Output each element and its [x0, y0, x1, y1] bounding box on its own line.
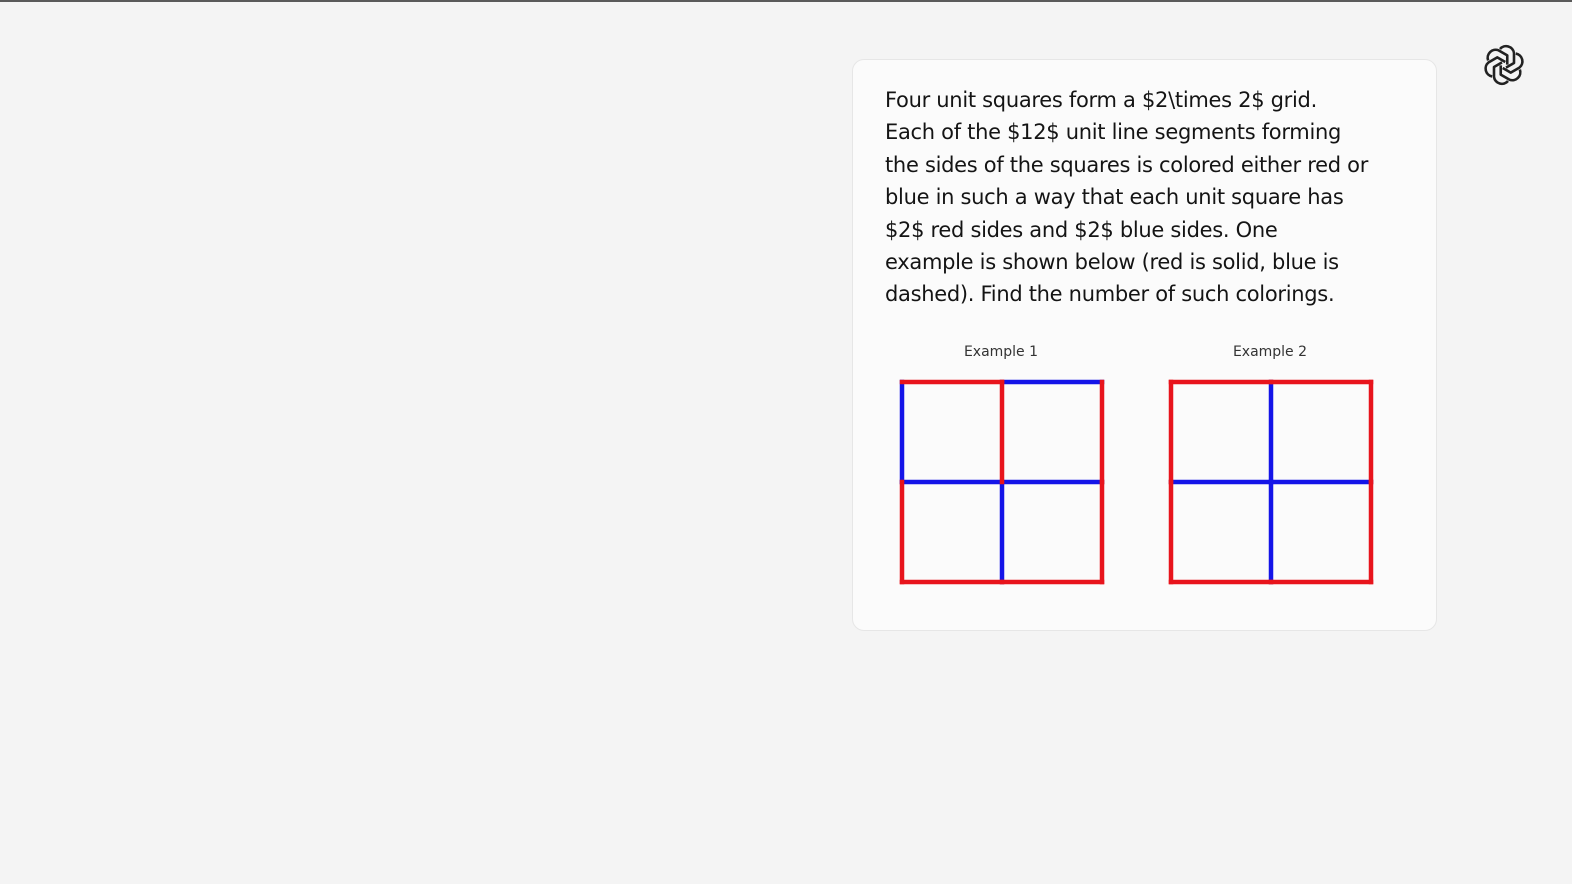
problem-text — [885, 84, 1420, 311]
problem-line: Each of the $12$ unit line segments forming — [885, 120, 1342, 145]
problem-line: $2$ red sides and $2$ blue sides. One — [885, 217, 1278, 242]
example-2-grid — [1168, 379, 1374, 585]
problem-line: dashed). Find the number of such colorings. — [885, 282, 1335, 307]
problem-line: example is shown below (red is solid, blue is — [885, 250, 1339, 275]
example-1-label: Example 1 — [963, 344, 1039, 360]
problem-line: the sides of the squares is colored either red or — [885, 152, 1369, 177]
problem-line: blue in such a way that each unit square has — [885, 185, 1344, 210]
problem-line: Four unit squares form a $2\times 2$ grid. — [885, 88, 1317, 112]
example-1-grid — [899, 379, 1105, 585]
top-border — [0, 0, 1572, 2]
openai-logo-icon — [1480, 41, 1528, 89]
problem-card — [852, 59, 1437, 631]
example-2-label: Example 2 — [1232, 344, 1308, 360]
